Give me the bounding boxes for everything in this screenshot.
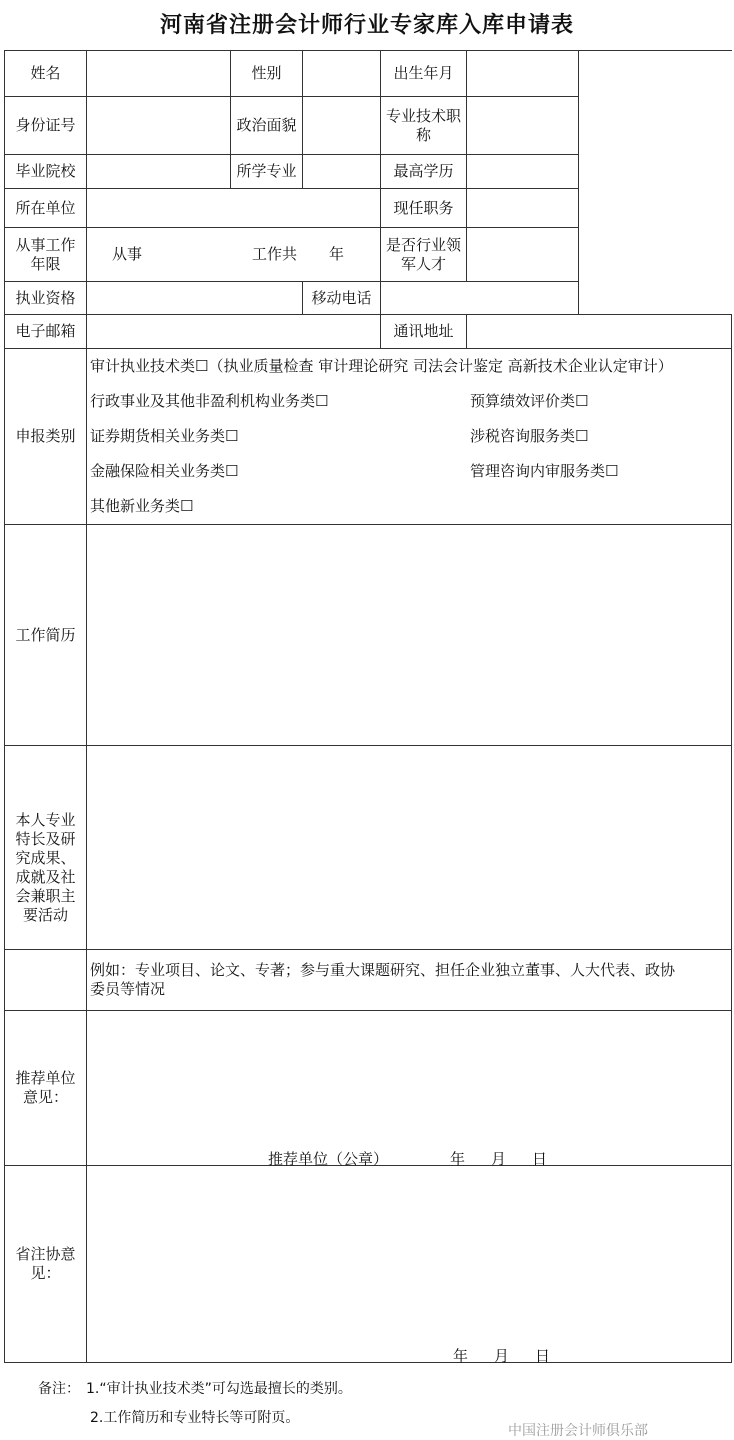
row-contact: [5, 315, 732, 349]
recommend-month: 月: [491, 1150, 507, 1168]
birth-value[interactable]: [467, 51, 579, 97]
position-value[interactable]: [467, 189, 579, 228]
years-mid: 工作共: [252, 245, 298, 263]
major-value[interactable]: [303, 155, 381, 189]
title-label: 专业技术职 称: [381, 97, 467, 155]
resume-label: 工作简历: [5, 525, 87, 746]
years-unit: 年: [329, 245, 345, 263]
category-audit-option[interactable]: 审计执业技术类☐（执业质量检查 审计理论研究 司法会计鉴定 高新技术企业认定审计）: [90, 357, 673, 375]
name-value[interactable]: [87, 51, 231, 97]
title-value[interactable]: [467, 97, 579, 155]
category-mgmt-option[interactable]: 管理咨询内审服务类☐: [470, 462, 619, 480]
email-value[interactable]: [87, 315, 381, 349]
years-label: 从事工作 年限: [5, 228, 87, 282]
footer-note-1: [38, 1378, 352, 1398]
recommend-value[interactable]: [87, 1011, 732, 1166]
provincial-year: 年: [453, 1347, 469, 1365]
years-value[interactable]: [87, 228, 381, 282]
school-value[interactable]: [87, 155, 231, 189]
recommend-sign-label: 推荐单位（公章）: [268, 1150, 389, 1168]
major-label: 所学专业: [231, 155, 303, 189]
name-label: 姓名: [5, 51, 87, 97]
row-category: [5, 349, 732, 525]
category-securities-option[interactable]: 证券期货相关业务类☐: [90, 427, 239, 445]
school-label: 毕业院校: [5, 155, 87, 189]
row-recommend: [5, 1011, 732, 1166]
qualification-value[interactable]: [87, 282, 303, 315]
category-admin-option[interactable]: 行政事业及其他非盈利机构业务类☐: [90, 392, 329, 410]
category-budget-option[interactable]: 预算绩效评价类☐: [470, 392, 589, 410]
row-provincial: [5, 1166, 732, 1363]
address-value[interactable]: [467, 315, 732, 349]
gender-label: 性别: [231, 51, 303, 97]
id-number-value[interactable]: [87, 97, 231, 155]
birth-label: 出生年月: [381, 51, 467, 97]
category-label: 申报类别: [5, 349, 87, 525]
email-label: 电子邮箱: [5, 315, 87, 349]
years-prefix: 从事: [112, 245, 143, 263]
education-value[interactable]: [467, 155, 579, 189]
provincial-month: 月: [494, 1347, 510, 1365]
political-label: 政治面貌: [231, 97, 303, 155]
example-hint: 例如：专业项目、论文、专著；参与重大课题研究、担任企业独立董事、人大代表、政协 委员等情况: [87, 950, 732, 1011]
recommend-label: 推荐单位 意见：: [5, 1011, 87, 1166]
mobile-value[interactable]: [381, 282, 579, 315]
provincial-date-line: [453, 1345, 550, 1366]
example-blank-cell: [5, 950, 87, 1011]
category-finance-option[interactable]: 金融保险相关业务类☐: [90, 462, 239, 480]
recommend-year: 年: [450, 1150, 466, 1168]
leader-label: 是否行业领 军人才: [381, 228, 467, 282]
position-label: 现任职务: [381, 189, 467, 228]
mobile-label: 移动电话: [303, 282, 381, 315]
photo-area: [579, 51, 732, 315]
employer-label: 所在单位: [5, 189, 87, 228]
address-label: 通讯地址: [381, 315, 467, 349]
education-label: 最高学历: [381, 155, 467, 189]
note-1-text: 1.“审计执业技术类”可勾选最擅长的类别。: [86, 1381, 352, 1397]
row-basic-info: [5, 51, 732, 97]
row-example: [5, 950, 732, 1011]
id-number-label: 身份证号: [5, 97, 87, 155]
employer-value[interactable]: [87, 189, 381, 228]
expertise-value[interactable]: [87, 746, 732, 950]
gender-value[interactable]: [303, 51, 381, 97]
resume-value[interactable]: [87, 525, 732, 746]
footer-note-2: 2.工作简历和专业特长等可附页。: [90, 1410, 300, 1426]
expertise-label: 本人专业 特长及研 究成果、 成就及社 会兼职主 要活动: [5, 746, 87, 950]
recommend-signature-line: [268, 1148, 547, 1169]
leader-value[interactable]: [467, 228, 579, 282]
watermark: 中国注册会计师俱乐部: [508, 1423, 648, 1439]
note-label: 备注：: [38, 1381, 80, 1397]
recommend-day: 日: [532, 1150, 548, 1168]
provincial-value[interactable]: [87, 1166, 732, 1363]
political-value[interactable]: [303, 97, 381, 155]
form-title: 河南省注册会计师行业专家库入库申请表: [159, 12, 574, 38]
provincial-day: 日: [535, 1347, 551, 1365]
provincial-label: 省注协意 见：: [5, 1166, 87, 1363]
qualification-label: 执业资格: [5, 282, 87, 315]
category-other-option[interactable]: 其他新业务类☐: [90, 497, 194, 515]
row-resume: [5, 525, 732, 746]
row-expertise: [5, 746, 732, 950]
category-options: [87, 349, 732, 525]
category-tax-option[interactable]: 涉税咨询服务类☐: [470, 427, 589, 445]
